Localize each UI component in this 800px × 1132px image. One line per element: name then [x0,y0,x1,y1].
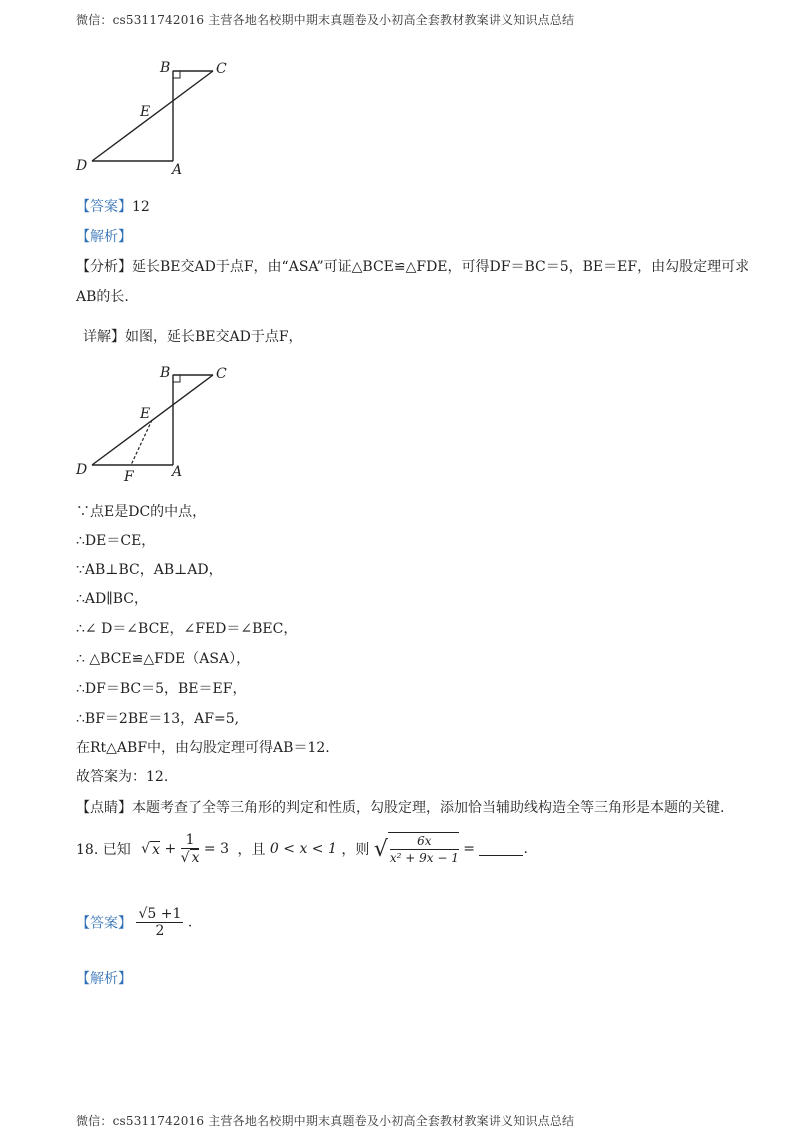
figure-triangle-2 [60,360,260,485]
fenxi-line-2: AB的长. [76,289,129,305]
answer-2-num: √5 +1 [138,906,182,922]
analysis-tag-2: 【解析】 [76,971,132,987]
label-A: A [172,464,183,480]
step-10: 故答案为：12. [76,769,169,785]
step-2: ∴DE＝CE， [76,533,156,549]
q18-cond: 0 < x < 1 [269,841,337,857]
detail-tag: 详解】 [83,329,125,345]
q18-prefix: 18. 已知 [76,842,131,858]
answer-tag: 【答案】 [76,199,132,215]
label-D: D [76,462,88,478]
dianjing-tag: 【点睛】 [76,800,132,816]
fenxi-tag: 【分析】 [76,259,132,275]
page-header: 微信：cs5311742016 主营各地名校期中期末真题卷及小初高全套教材教案讲义知识点总结 [76,13,575,27]
q18-frac-2 [390,833,459,866]
q18-cond-prefix: ，且 [237,842,266,858]
detail-line [83,328,303,346]
label-C: C [216,366,227,382]
label-E: E [140,406,151,422]
label-D: D [76,158,88,174]
step-8: ∴BF＝2BE＝13，AF=5, [76,711,240,727]
step-6: ∴ △BCE≌△FDE（ASA）， [76,651,251,667]
answer-2 [76,906,192,939]
label-B: B [160,365,171,381]
q18-den: x² + 9x − 1 [389,851,459,865]
answer-2-den: 2 [155,923,165,939]
q18-frac-num: 1 [181,832,200,849]
label-A: A [172,162,183,178]
q18-x: x [152,841,160,858]
page-footer: 微信：cs5311742016 主营各地名校期中期末真题卷及小初高全套教材教案讲义知识点总结 [76,1114,575,1128]
answer-2-end: . [187,914,193,931]
q18-num: 6x [417,834,432,848]
q18-eq: = [463,841,476,857]
fenxi-text: 延长BE交AD于点F，由“ASA”可证△BCE≌△FDE，可得DF＝BC＝5，BE＝EF，由勾股定理可求 [132,259,750,275]
step-5: ∴∠ D＝∠BCE，∠FED＝∠BEC， [76,621,298,637]
step-3: ∵AB⊥BC，AB⊥AD， [76,562,223,578]
dianjing-line [76,799,724,817]
answer-2-fraction [136,906,183,939]
label-E: E [140,104,151,120]
answer-tag-2: 【答案】 [76,915,132,932]
figure-triangle-1 [60,58,260,180]
detail-text: 如图，延长BE交AD于点F， [125,329,303,345]
answer-blank [479,843,523,856]
q18-then: ，则 [341,842,370,858]
q18-end: . [523,841,528,857]
step-4: ∴AD∥BC， [76,591,148,607]
q18-frac-den: x [191,850,200,866]
label-B: B [160,60,171,76]
step-1: ∵点E是DC的中点， [76,504,207,520]
analysis-tag-1: 【解析】 [76,229,132,245]
answer-1 [76,198,150,216]
dianjing-text: 本题考查了全等三角形的判定和性质，勾股定理，添加恰当辅助线构造全等三角形是本题的关键. [132,800,725,816]
fenxi-line-1 [76,258,749,276]
label-F: F [124,469,134,485]
label-C: C [216,61,227,77]
question-18: 18. 已知 √ x + $\frac{1}{√ x}$ = 3 ，且 0 < x < 1 ，则 √ $\frac{6x}{\text{x² + 9x − 1}}$ = . [76,832,528,866]
step-9: 在Rt△ABF中，由勾股定理可得AB＝12. [76,740,330,756]
answer-value: 12 [132,199,150,215]
q18-eq3: = 3 [203,841,230,857]
q18-frac-1: $\frac{1}{√ x}$ [180,832,200,866]
step-7: ∴DF＝BC＝5，BE＝EF， [76,681,247,697]
